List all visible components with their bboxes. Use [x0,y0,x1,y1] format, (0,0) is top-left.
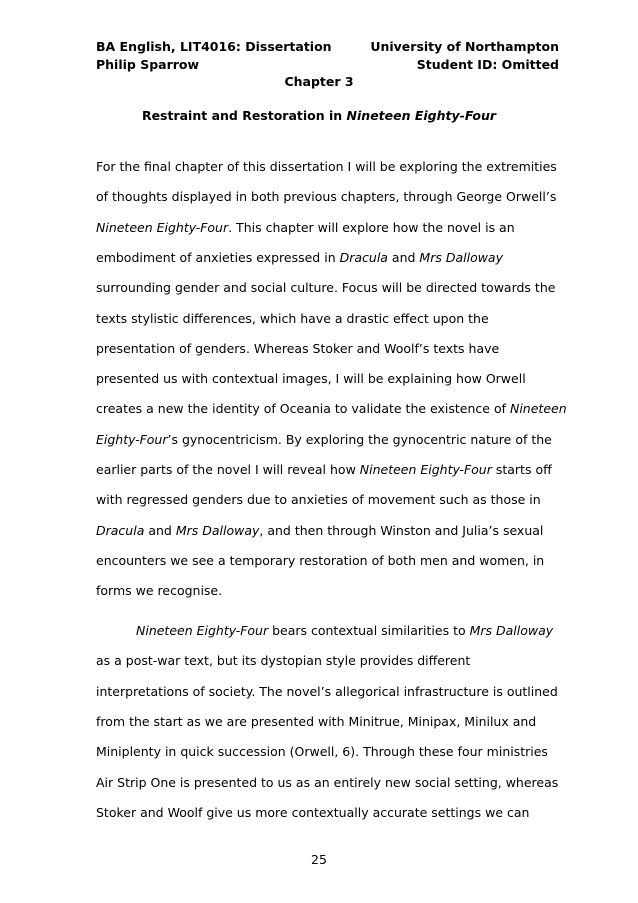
text-run: interpretations of society. The novel’s allegorical infrastructure is outlined [96,683,558,699]
text-line [96,310,489,328]
italic-title: Mrs Dalloway [175,522,260,538]
italic-title: Nineteen [509,401,567,417]
italic-title: Dracula [339,249,388,265]
text-line [96,249,503,267]
text-line [96,431,552,449]
text-line [96,219,515,237]
text-line [96,188,556,206]
text-run: earlier parts of the novel I will reveal how [96,462,360,477]
text-line [96,461,552,479]
text-run: of thoughts displayed in both previous chapters, through George Orwell’s [96,189,557,205]
text-line [96,774,558,792]
text-line [96,713,536,731]
text-run: creates a new the identity of Oceania to validate the existence of [96,401,510,417]
text-run: from the start as we are presented with Minitrue, Minipax, Minilux and [96,713,537,729]
header-course: BA English, LIT4016: Dissertation [96,39,332,54]
text-run: presentation of genders. Whereas Stoker and Woolf’s texts have [96,340,500,356]
text-line [96,804,529,822]
text-line [96,400,567,418]
subtitle-italic-title: Nineteen Eighty-Four [346,108,497,123]
text-line [96,683,558,701]
text-run: Miniplenty in quick succession (Orwell, 6). Through these four ministries [96,744,548,760]
text-run: Air Strip One is presented to us as an entirely new social setting, whereas [96,774,559,790]
text-run: with regressed genders due to anxieties of movement such as those in [96,492,541,508]
text-run: starts off [491,462,552,477]
text-run: texts stylistic differences, which have a drastic effect upon the [96,310,489,326]
header-right [370,38,559,74]
italic-title: Nineteen Eighty-Four [96,219,229,235]
text-run: Stoker and Woolf give us more contextually accurate settings we can [96,804,530,820]
text-line [136,622,553,640]
text-run: embodiment of anxieties expressed in [96,249,340,265]
subtitle-text: Restraint and Restoration in [141,108,347,123]
header-student-id: Student ID: Omitted [416,57,559,72]
text-line [96,340,499,358]
text-run: as a post-war text, but its dystopian style provides different [96,653,471,669]
header-left [96,38,332,74]
text-line [96,279,555,297]
text-run: . This chapter will explore how the novel is an [228,219,515,235]
text-line [96,552,544,570]
text-run: and [387,249,420,265]
text-run: encounters we see a temporary restoration of both men and women, in [96,552,545,568]
text-run: surrounding gender and social culture. Focus will be directed towards the [96,280,556,296]
text-line [96,743,548,761]
text-line [96,370,526,388]
text-line [96,522,543,540]
text-run: , and then through Winston and Julia’s sexual [259,522,544,538]
italic-title: Mrs Dalloway [469,623,554,638]
chapter-label: Chapter 3 [284,74,354,89]
italic-title: Mrs Dalloway [419,249,503,265]
text-run: For the final chapter of this dissertation I will be exploring the extremities [96,159,557,174]
text-run: forms we recognise. [96,583,223,599]
text-run: bears contextual similarities to [268,623,470,638]
page-number: 25 [311,852,327,867]
text-line [96,652,470,670]
header-university: University of Northampton [370,39,559,54]
italic-title: Eighty-Four [96,431,168,447]
text-line [96,158,557,176]
header-author: Philip Sparrow [96,57,200,72]
italic-title: Nineteen Eighty-Four [136,623,269,638]
text-line [96,582,222,600]
text-line [96,491,541,509]
italic-title: Dracula [96,522,145,538]
text-run: presented us with contextual images, I will be explaining how Orwell [96,371,526,387]
text-run: and [144,522,176,538]
chapter-subtitle [0,108,638,123]
italic-title: Nineteen Eighty-Four [359,462,492,477]
text-run: ’s gynocentricism. By exploring the gynocentric nature of the [167,431,552,447]
